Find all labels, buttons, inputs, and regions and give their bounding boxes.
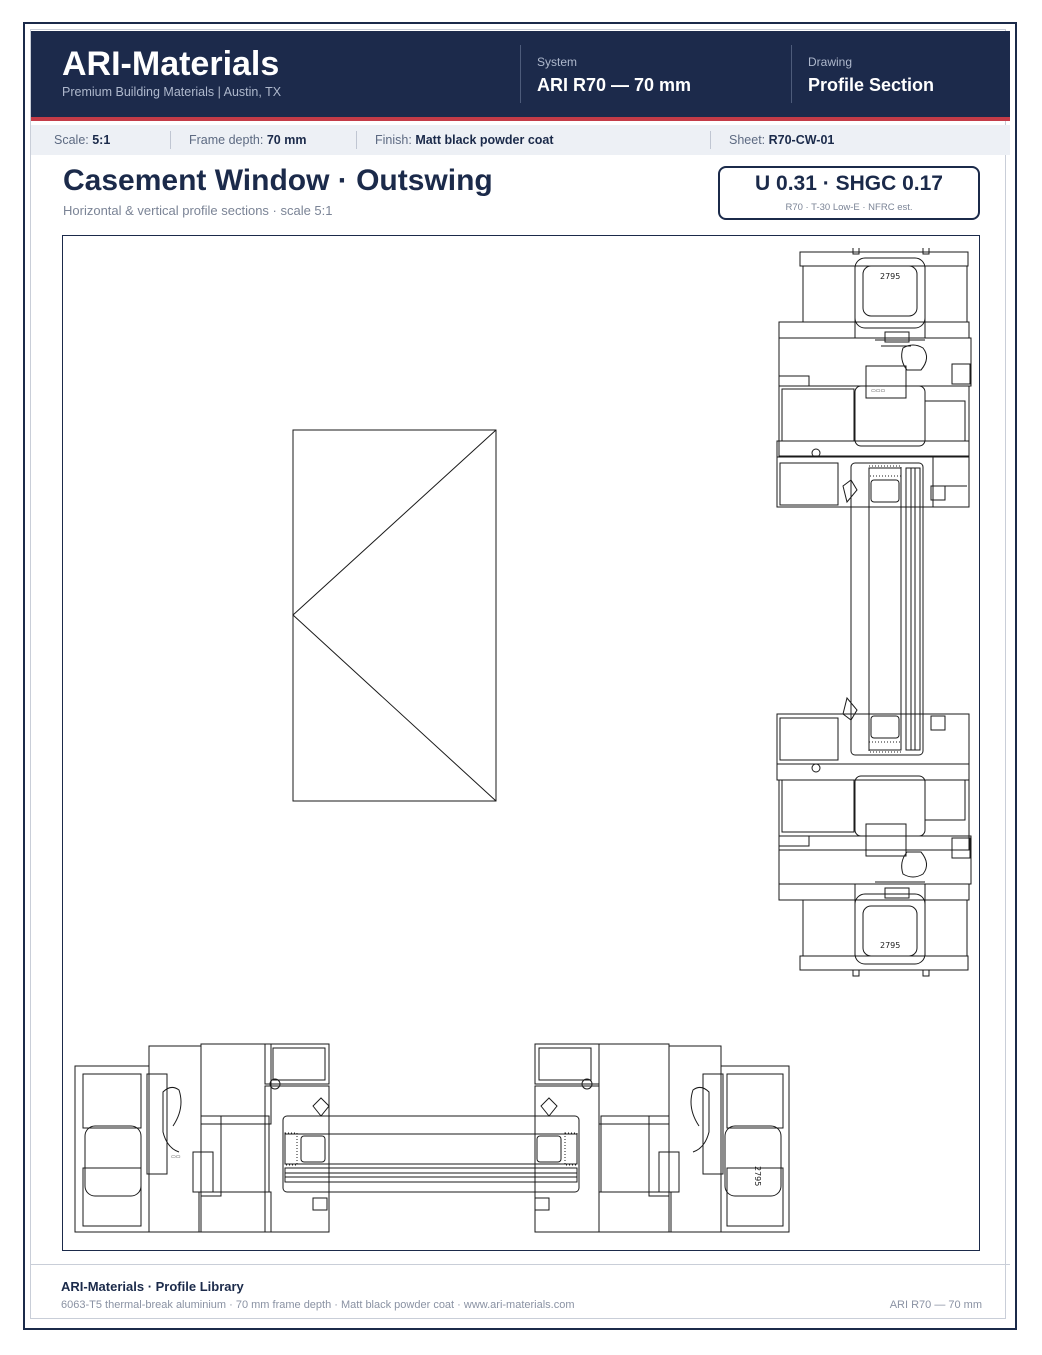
profile-section-drawing bbox=[63, 236, 981, 1252]
drawing-area bbox=[62, 235, 980, 1251]
meta-divider bbox=[710, 131, 711, 149]
performance-note: R70 · T-30 Low-E · NFRC est. bbox=[785, 202, 913, 213]
meta-finish-label: Finish: bbox=[375, 133, 412, 147]
meta-finish bbox=[375, 133, 554, 147]
meta-divider bbox=[356, 131, 357, 149]
system-label: System bbox=[537, 55, 578, 69]
meta-depth bbox=[189, 133, 306, 147]
horizontal-section-right-jamb bbox=[535, 1044, 789, 1232]
vertical-section bbox=[777, 248, 971, 976]
footer-title: ARI-Materials · Profile Library bbox=[61, 1279, 244, 1294]
footer-description: 6063-T5 thermal-break aluminium · 70 mm frame depth · Matt black powder coat · www.ari-materials.com bbox=[61, 1299, 575, 1311]
header-accent-line bbox=[31, 117, 1010, 121]
meta-sheet bbox=[729, 133, 834, 147]
meta-scale-value: 5:1 bbox=[92, 133, 111, 147]
meta-divider bbox=[170, 131, 171, 149]
horizontal-section-left-jamb bbox=[75, 1044, 329, 1232]
brand-tagline: Premium Building Materials | Austin, TX bbox=[62, 85, 282, 99]
performance-value: U 0.31 · SHGC 0.17 bbox=[755, 172, 943, 195]
meta-sheet-value: R70-CW-01 bbox=[768, 133, 835, 147]
page-title: Casement Window · Outswing bbox=[63, 164, 493, 197]
profile-code-top: 2795 bbox=[880, 272, 901, 281]
footer-divider bbox=[31, 1264, 1010, 1265]
meta-strip bbox=[31, 125, 1010, 155]
svg-text:▭▭: ▭▭ bbox=[171, 1154, 181, 1160]
footer-system: ARI R70 — 70 mm bbox=[889, 1299, 982, 1311]
elevation-opening-indicator bbox=[293, 430, 496, 801]
window-elevation bbox=[293, 430, 496, 801]
header-band bbox=[31, 31, 1010, 117]
drawing-label: Drawing bbox=[808, 55, 853, 69]
horizontal-section bbox=[75, 1044, 789, 1232]
profile-code-side: 2795 bbox=[753, 1166, 762, 1187]
elevation-sash-outline bbox=[293, 430, 496, 801]
system-value: ARI R70 — 70 mm bbox=[537, 75, 692, 95]
system-block bbox=[520, 45, 771, 103]
meta-sheet-label: Sheet: bbox=[729, 133, 766, 147]
meta-depth-value: 70 mm bbox=[266, 133, 307, 147]
meta-depth-label: Frame depth: bbox=[189, 133, 264, 147]
drawing-block bbox=[791, 45, 992, 103]
svg-text:▭▭▭: ▭▭▭ bbox=[871, 388, 886, 394]
page-subtitle: Horizontal & vertical profile sections · scale 5:1 bbox=[63, 203, 333, 218]
vertical-section-sill bbox=[777, 714, 971, 976]
meta-finish-value: Matt black powder coat bbox=[415, 133, 554, 147]
meta-scale-label: Scale: bbox=[54, 133, 89, 147]
brand-name: ARI-Materials bbox=[62, 45, 280, 83]
performance-badge bbox=[718, 166, 980, 220]
meta-scale bbox=[54, 133, 110, 147]
drawing-value: Profile Section bbox=[808, 75, 935, 95]
profile-code-bottom: 2795 bbox=[880, 941, 901, 950]
